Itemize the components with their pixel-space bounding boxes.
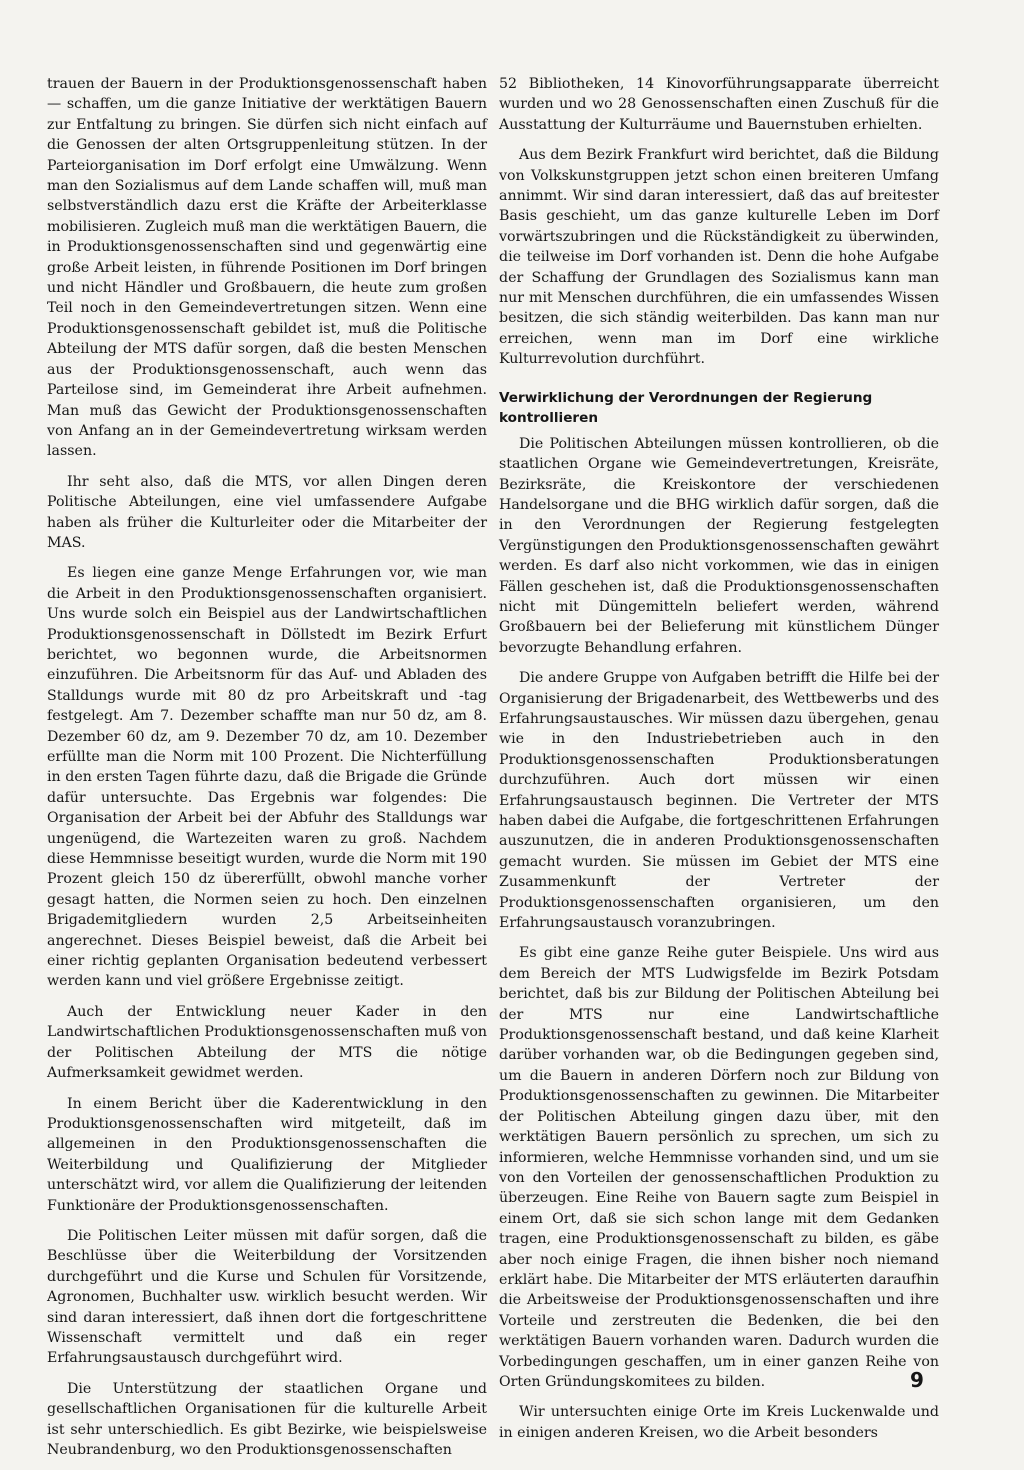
paragraph: Es liegen eine ganze Menge Erfahrungen vor, wie man die Arbeit in den Produktionsgenossenschaften organisiert. Uns wurde solch ein Beispiel aus der Landwirtschaftlichen Produktionsgenossenschaft in Döllstedt im Bezirk Erfurt berichtet, wo begonnen wurde, die Arbeitsnormen einzuführen. Die Arbeitsnorm für das Auf- und Abladen des Stalldungs wurde mit 80 dz pro Arbeitskraft und -tag festgelegt. Am 7. Dezember schaffte man nur 50 dz, am 8. Dezember 60 dz, am 9. Dezember 70 dz, am 10. Dezember erfüllte man die Norm mit 100 Prozent. Die Nichterfüllung in den ersten Tagen führte dazu, daß die Brigade die Gründe dafür untersuchte. Das Ergebnis war folgendes: Die Organisation der Arbeit bei der Abfuhr des Stalldungs war ungenügend, die Wartezeiten waren zu groß. Nachdem diese Hemmnisse beseitigt wurden, wurde die Norm mit 190 Prozent gleich 150 dz übererfüllt, obwohl manche vorher gesagt hatten, die Normen seien zu hoch. Den einzelnen Brigademitgliedern wurden 2,5 Arbeitseinheiten angerechnet. Dieses Beispiel beweist, daß die Arbeit bei einer richtig geplanten Organisation bedeutend verbessert werden kann und viel größere Ergebnisse zeitigt. xyxy=(47,565,487,990)
paragraph: Die Politischen Abteilungen müssen kontrollieren, ob die staatlichen Organe wie Gemeindevertretungen, Kreisräte, Bezirksräte, die Kreiskontore der verschiedenen Handelsorgane und die BHG wirklich dafür sorgen, daß die in den Verordnungen der Regierung festgelegten Vergünstigungen den Produktionsgenossenschaften gewährt werden. Es darf also nicht vorkommen, wie das in einigen Fällen geschehen ist, daß die Produktionsgenossenschaften nicht mit Düngemitteln beliefert werden, während Großbauern bei der Belieferung mit künstlichem Dünger bevorzugte Behandlung erfahren. xyxy=(499,435,939,656)
left-column xyxy=(47,74,487,1470)
paragraph: In einem Bericht über die Kaderentwicklung in den Produktionsgenossenschaften wird mitgeteilt, daß im allgemeinen in den Produktionsgenossenschaften die Weiterbildung und Qualifizierung der Mitglieder unterschätzt wird, vor allem die Qualifizierung der leitenden Funktionäre der Produktionsgenossenschaften. xyxy=(47,1095,487,1214)
paragraph: Aus dem Bezirk Frankfurt wird berichtet, daß die Bildung von Volkskunstgruppen jetzt schon einen breiteren Umfang annimmt. Wir sind daran interessiert, daß das auf breitester Basis geschieht, um das ganze kulturelle Leben im Dorf vorwärtszubringen und die Rückständigkeit zu überwinden, die teilweise im Dorf vorhanden ist. Denn die hohe Aufgabe der Schaffung der Grundlagen des Sozialismus kann man nur mit Menschen durchführen, die ein umfassendes Wissen besitzen, die sich ständig weiterbilden. Das kann man nur erreichen, wenn man im Dorf eine wirkliche Kulturrevolution durchführt. xyxy=(499,147,939,368)
section-heading: Verwirklichung der Verordnungen der Regierung kontrollieren xyxy=(499,389,873,426)
paragraph: 52 Bibliotheken, 14 Kinovorführungsapparate überreicht wurden und wo 28 Genossenschaften einen Zuschuß für die Ausstattung der Kulturräume und Bauernstuben erhielten. xyxy=(499,76,939,133)
paragraph: Die Unterstützung der staatlichen Organe und gesellschaftlichen Organisationen für die kulturelle Arbeit ist sehr unterschiedlich. Es gibt Bezirke, wie beispielsweise Neubrandenburg, wo den Produktionsgenossenschaften xyxy=(47,1380,487,1458)
paragraph: Die Politischen Leiter müssen mit dafür sorgen, daß die Beschlüsse über die Weiterbildung der Vorsitzenden durchgeführt und die Kurse und Schulen für Vorsitzende, Agronomen, Buchhalter usw. wirklich besucht werden. Wir sind daran interessiert, daß ihnen dort die fortgeschrittene Wissenschaft vermittelt und daß ein reger Erfahrungsaustausch durchgeführt wird. xyxy=(47,1227,487,1367)
right-column xyxy=(499,74,939,1453)
paragraph: Die andere Gruppe von Aufgaben betrifft die Hilfe bei der Organisierung der Brigadenarbeit, des Wettbewerbs und des Erfahrungsaustausches. Wir müssen dazu übergehen, genau wie in den Industriebetrieben auch in den Produktionsgenossenschaften Produktionsberatungen durchzuführen. Auch dort müssen wir einen Erfahrungsaustausch beginnen. Die Vertreter der MTS haben dabei die Aufgabe, die fortgeschrittenen Erfahrungen auszunutzen, die in anderen Produktionsgenossenschaften gemacht wurden. Sie müssen im Gebiet der MTS eine Zusammenkunft der Vertreter der Produktionsgenossenschaften organisieren, um den Erfahrungsaustausch voranzubringen. xyxy=(499,670,939,932)
paragraph: Es gibt eine ganze Reihe guter Beispiele. Uns wird aus dem Bereich der MTS Ludwigsfelde im Bezirk Potsdam berichtet, daß bis zur Bildung der Politischen Abteilung bei der MTS nur eine Landwirtschaftliche Produktionsgenossenschaft bestand, und daß keine Klarheit darüber vorhanden war, ob die Bedingungen gegeben sind, um die Bauern in anderen Dörfern noch zur Bildung von Produktionsgenossenschaften zu gewinnen. Die Mitarbeiter der Politischen Abteilung gingen dazu über, mit den werktätigen Bauern persönlich zu sprechen, um sich zu informieren, welche Hemmnisse vorhanden sind, und um sie von den Vorteilen der genossenschaftlichen Produktion zu überzeugen. Eine Reihe von Bauern sagte zum Beispiel in einem Ort, daß sie sich schon lange mit dem Gedanken tragen, eine Produktionsgenossenschaft zu bilden, es gäbe aber noch einige Fragen, die ihnen bisher noch niemand erklärt habe. Die Mitarbeiter der MTS erläuterten daraufhin die Arbeitsweise der Produktionsgenossenschaften und ihre Vorteile und zerstreuten die Bedenken, die bei den werktätigen Bauern vorhanden waren. Dadurch wurden die Vorbedingungen geschaffen, um in einer ganzen Reihe von Orten Gründungskomitees zu bilden. xyxy=(499,945,939,1390)
paragraph: trauen der Bauern in der Produktionsgenossenschaft haben — schaffen, um die ganze Initiative der werktätigen Bauern zur Entfaltung zu bringen. Sie dürfen sich nicht einfach auf die Genossen der alten Ortsgruppenleitung stützen. In der Parteiorganisation im Dorf erfolgt eine Umwälzung. Wenn man den Sozialismus auf dem Lande schaffen will, muß man selbstverständlich dazu erst die Kräfte der Arbeiterklasse mobilisieren. Zugleich muß man die werktätigen Bauern, die in Produktionsgenossenschaften sind und gegenwärtig eine große Arbeit leisten, in führende Positionen im Dorf bringen und nicht Händler und Großbauern, die heute zum großen Teil noch in den Gemeindevertretungen sitzen. Wenn eine Produktionsgenossenschaft gebildet ist, muß die Politische Abteilung der MTS dafür sorgen, daß die besten Menschen aus der Produktionsgenossenschaft, auch wenn das Parteilose sind, im Gemeinderat ihre Arbeit aufnehmen. Man muß das Gewicht der Produktionsgenossenschaften von Anfang an in der Gemeindevertretung wirksam werden lassen. xyxy=(47,76,487,460)
paragraph: Wir untersuchten einige Orte im Kreis Luckenwalde und in einigen anderen Kreisen, wo die Arbeit besonders xyxy=(499,1404,939,1441)
paragraph: Auch der Entwicklung neuer Kader in den Landwirtschaftlichen Produktionsgenossenschaften muß von der Politischen Abteilung der MTS die nötige Aufmerksamkeit gewidmet werden. xyxy=(47,1003,487,1082)
page-number: 9 xyxy=(910,1368,924,1392)
paragraph: Ihr seht also, daß die MTS, vor allen Dingen deren Politische Abteilungen, eine viel umfassendere Aufgabe haben als früher die Kulturleiter oder die Mitarbeiter der MAS. xyxy=(47,473,487,551)
